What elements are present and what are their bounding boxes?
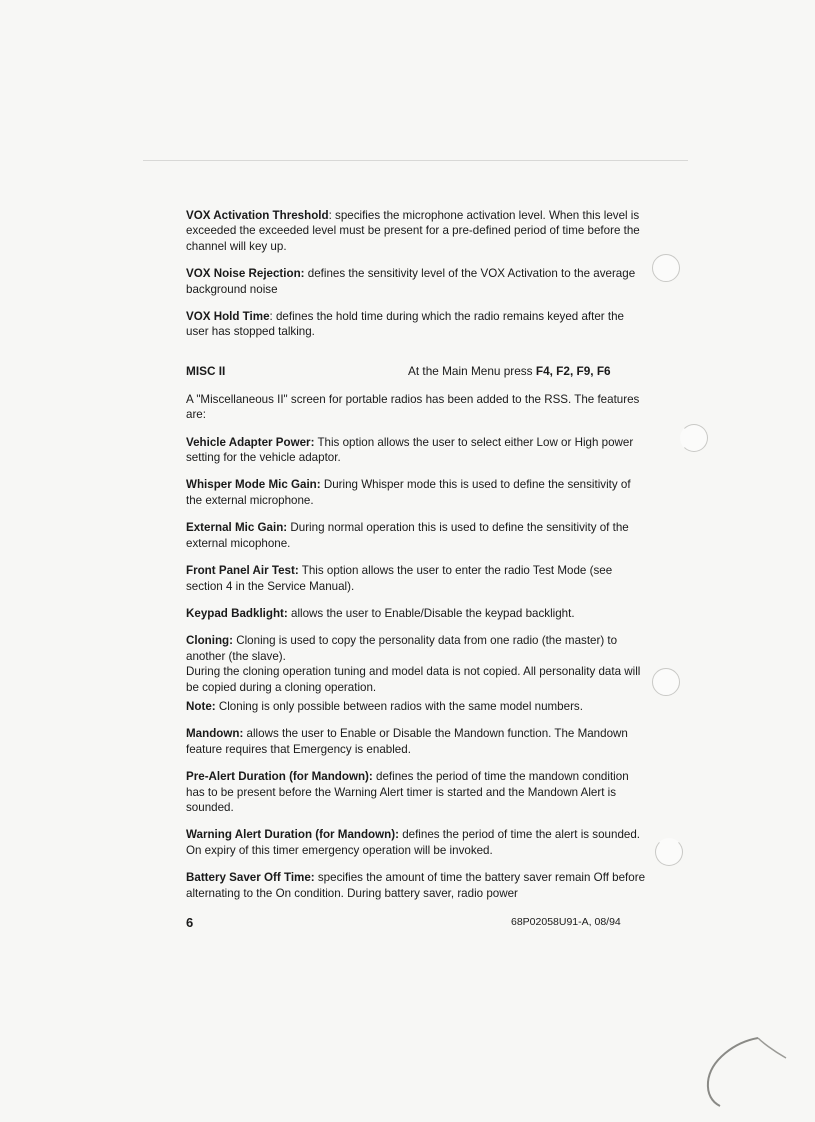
feature-pre-alert-duration	[186, 769, 646, 815]
term-description: This option allows the user to select either Low or High power setting for the vehicle adaptor.	[186, 435, 634, 465]
document-body	[186, 208, 646, 913]
term-label: Warning Alert Duration (for Mandown):	[186, 828, 399, 842]
binder-hole-1	[652, 254, 680, 282]
note-text: Cloning is only possible between radios with the same model numbers.	[215, 699, 583, 713]
vox-noise-rejection	[186, 266, 646, 297]
cloning-note	[186, 699, 646, 714]
binder-hole-3	[652, 668, 680, 696]
term-description: defines the period of time the mandown condition has to be present before the Warning Alert timer is started and the Mandown Alert is sounded.	[186, 770, 629, 814]
feature-battery-saver-off-time	[186, 870, 646, 901]
term-label: Cloning:	[186, 634, 234, 648]
term-description: During Whisper mode this is used to define the sensitivity of the external microphone.	[186, 478, 631, 507]
term-label: Front Panel Air Test:	[186, 564, 299, 578]
note-label: Note:	[186, 699, 216, 713]
term-label: VOX Hold Time	[186, 310, 270, 324]
cloning-detail: During the cloning operation tuning and model data is not copied. All personality data will be copied during a cloning operation.	[186, 665, 641, 694]
term-description: During normal operation this is used to define the sensitivity of the external micophone.	[186, 521, 629, 550]
menu-navigation	[408, 364, 611, 379]
term-description: specifies the amount of time the battery saver remain Off before alternating to the On condition. During battery saver, radio power	[186, 871, 646, 900]
term-description: allows the user to Enable/Disable the keypad backlight.	[287, 606, 575, 620]
feature-front-panel-air-test	[186, 563, 646, 594]
paper-curl-mark	[700, 1030, 790, 1110]
term-description: defines the period of time the alert is sounded. On expiry of this timer emergency operation will be invoked.	[186, 828, 641, 857]
section-title: MISC II	[186, 363, 226, 378]
term-label: External Mic Gain:	[186, 521, 288, 535]
term-label: Mandown:	[186, 727, 244, 741]
menu-navigation-prefix: At the Main Menu press	[408, 363, 536, 378]
page-number: 6	[186, 915, 194, 930]
term-label: VOX Activation Threshold	[186, 209, 329, 222]
vox-hold-time	[186, 309, 646, 340]
term-description: : specifies the microphone activation level. When this level is exceeded the exceeded level must be present for a pre-defined period of time before the channel will key up.	[186, 209, 640, 253]
term-description: This option allows the user to enter the radio Test Mode (see section 4 in the Service Manual).	[186, 564, 613, 593]
feature-cloning	[186, 633, 646, 664]
feature-external-mic-gain	[186, 520, 646, 551]
term-label: Vehicle Adapter Power:	[186, 435, 315, 449]
term-label: VOX Noise Rejection:	[186, 267, 305, 281]
term-description: defines the sensitivity level of the VOX Activation to the average background noise	[186, 267, 636, 296]
term-label: Battery Saver Off Time:	[186, 871, 315, 885]
term-description: : defines the hold time during which the radio remains keyed after the user has stopped talking.	[186, 310, 624, 339]
document-code: 68P02058U91-A, 08/94	[511, 916, 621, 928]
menu-navigation-keys: F4, F2, F9, F6	[535, 363, 611, 378]
binder-hole-2	[680, 424, 708, 452]
feature-vehicle-adapter-power	[186, 435, 646, 466]
section-intro: A "Miscellaneous II" screen for portable radios has been added to the RSS. The features are:	[186, 392, 640, 422]
feature-warning-alert-duration	[186, 827, 646, 858]
term-label: Pre-Alert Duration (for Mandown):	[186, 770, 373, 784]
vox-activation-threshold	[186, 208, 646, 254]
page-top-rule	[143, 160, 688, 161]
feature-mandown	[186, 726, 646, 757]
term-description: allows the user to Enable or Disable the Mandown function. The Mandown feature requires that Emergency is enabled.	[186, 727, 628, 756]
binder-hole-4	[655, 838, 683, 866]
term-description: Cloning is used to copy the personality data from one radio (the master) to another (the slave).	[186, 634, 618, 663]
feature-whisper-mode-mic-gain	[186, 477, 646, 508]
feature-keypad-backlight	[186, 606, 646, 621]
term-label: Whisper Mode Mic Gain:	[186, 478, 321, 492]
term-label: Keypad Badklight:	[186, 606, 288, 620]
section-heading	[186, 364, 646, 380]
